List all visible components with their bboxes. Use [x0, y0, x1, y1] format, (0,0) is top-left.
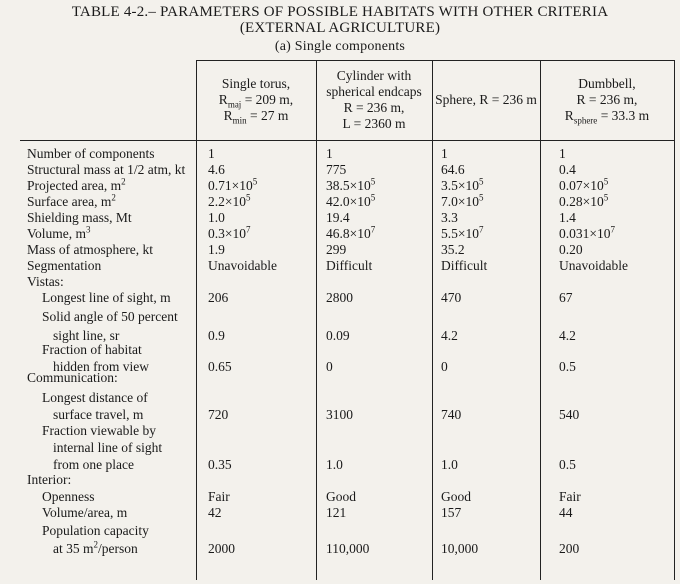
- column-rule: [316, 60, 317, 580]
- table-cell: 2800: [326, 290, 353, 305]
- table-cell: Difficult: [441, 258, 488, 273]
- table-cell: 0.65: [208, 359, 232, 374]
- row-label: Longest line of sight, m: [42, 290, 171, 305]
- row-label: sight line, sr: [53, 328, 120, 343]
- table-cell: 0.5: [559, 359, 576, 374]
- table-cell: 42: [208, 505, 222, 520]
- table-cell: 64.6: [441, 162, 465, 177]
- table-cell: 0.09: [326, 328, 350, 343]
- row-label: Vistas:: [27, 274, 64, 289]
- table-cell: $0.28\times 10^5$: [559, 192, 609, 209]
- row-label: Fraction of habitat: [42, 342, 142, 357]
- table-cell: 1: [441, 146, 448, 161]
- column-rule: [540, 60, 541, 580]
- table-cell: Good: [326, 489, 356, 504]
- column-header-sphere: Sphere, R = 236 m: [435, 92, 537, 107]
- table-cell: 740: [441, 407, 462, 422]
- table-title-line1: TABLE 4-2.– PARAMETERS OF POSSIBLE HABITATS WITH OTHER CRITERIA: [71, 4, 609, 20]
- table-cell: 2000: [208, 541, 235, 556]
- row-label: Fraction viewable by: [42, 423, 156, 438]
- column-header-cylinder: Cylinder with spherical endcaps R = 236 m, L = 2360 m: [326, 68, 422, 131]
- table-cell: $5.5\times 10^7$: [441, 224, 484, 241]
- table-cell: 4.2: [441, 328, 458, 343]
- row-label: Solid angle of 50 percent: [42, 309, 178, 324]
- table-subtitle: (a) Single components: [274, 39, 406, 54]
- row-label: Population capacity: [42, 523, 149, 538]
- table-cell: $42.0\times 10^5$: [326, 192, 376, 209]
- table-top-rule: [196, 60, 674, 61]
- column-rule: [196, 60, 197, 580]
- table-cell: 1: [326, 146, 333, 161]
- table-title-line2: (EXTERNAL AGRICULTURE): [239, 20, 441, 36]
- column-header-dumbbell: Dumbbell, R = 236 m, $R_{sphere} = 33.3$ m: [564, 76, 650, 126]
- table-cell: 0: [326, 359, 333, 374]
- row-label: Surface area, $m^2$: [27, 192, 116, 209]
- row-label: Volume, $m^3$: [27, 224, 91, 241]
- table-cell: Difficult: [326, 258, 373, 273]
- table-cell: 4.6: [208, 162, 225, 177]
- table-cell: 1: [559, 146, 566, 161]
- table-cell: 206: [208, 290, 229, 305]
- table-cell: 0: [441, 359, 448, 374]
- table-cell: $0.031\times 10^7$: [559, 224, 615, 241]
- row-label: Projected area, $m^2$: [27, 176, 126, 193]
- row-label: Number of components: [27, 146, 155, 161]
- row-label: Shielding mass, Mt: [27, 210, 132, 225]
- table-cell: 110,000: [326, 541, 370, 556]
- table-cell: 1.0: [208, 210, 225, 225]
- table-cell: $46.8\times 10^7$: [326, 224, 376, 241]
- row-label: Interior:: [27, 472, 72, 487]
- table-cell: 0.5: [559, 457, 576, 472]
- column-rule: [674, 60, 675, 580]
- table-cell: $38.5\times 10^5$: [326, 176, 376, 193]
- row-label: Communication:: [27, 370, 118, 385]
- table-cell: Unavoidable: [208, 258, 277, 273]
- table-cell: 35.2: [441, 242, 465, 257]
- column-rule: [432, 60, 433, 580]
- table-cell: 0.9: [208, 328, 225, 343]
- table-cell: 19.4: [326, 210, 350, 225]
- table-cell: $0.71\times 10^5$: [208, 176, 258, 193]
- table-cell: 67: [559, 290, 573, 305]
- table-cell: 299: [326, 242, 347, 257]
- table-cell: 1.0: [326, 457, 343, 472]
- table-cell: $0.3\times 10^7$: [208, 224, 251, 241]
- table-cell: Good: [441, 489, 471, 504]
- row-label: Mass of atmosphere, kt: [27, 242, 153, 257]
- row-label: Segmentation: [27, 258, 102, 273]
- row-label: Longest distance of: [42, 390, 148, 405]
- table-cell: 1.0: [441, 457, 458, 472]
- table-cell: 720: [208, 407, 229, 422]
- table-cell: 540: [559, 407, 580, 422]
- table-cell: 4.2: [559, 328, 576, 343]
- table-cell: Unavoidable: [559, 258, 628, 273]
- row-label: internal line of sight: [53, 440, 163, 455]
- table-cell: 3100: [326, 407, 353, 422]
- table-cell: 1.4: [559, 210, 576, 225]
- table-cell: $3.5\times 10^5$: [441, 176, 484, 193]
- table-cell: 0.4: [559, 162, 576, 177]
- table-cell: $2.2\times 10^5$: [208, 192, 251, 209]
- table-cell: 200: [559, 541, 580, 556]
- table-cell: 775: [326, 162, 347, 177]
- row-label: at 35 $m^2$/person: [53, 539, 138, 556]
- column-header-single-torus: Single torus, $R_{maj} = 209$ m, $R_{min} = 27$ m: [218, 76, 294, 126]
- table-cell: 10,000: [441, 541, 479, 556]
- table-cell: $0.07\times 10^5$: [559, 176, 609, 193]
- table-cell: 157: [441, 505, 462, 520]
- row-label: surface travel, m: [53, 407, 144, 422]
- table-cell: 1.9: [208, 242, 225, 257]
- table-cell: Fair: [559, 489, 581, 504]
- table-cell: 1: [208, 146, 215, 161]
- row-label: hidden from view: [53, 359, 149, 374]
- row-label: from one place: [53, 457, 134, 472]
- row-label: Structural mass at 1/2 atm, kt: [27, 162, 186, 177]
- header-bottom-rule: [20, 140, 674, 141]
- table-cell: 3.3: [441, 210, 458, 225]
- table-cell: 0.35: [208, 457, 232, 472]
- table-cell: 470: [441, 290, 462, 305]
- table-cell: $7.0\times 10^5$: [441, 192, 484, 209]
- table-cell: 121: [326, 505, 347, 520]
- table-cell: Fair: [208, 489, 230, 504]
- row-label: Volume/area, m: [42, 505, 128, 520]
- table-cell: 44: [559, 505, 573, 520]
- table-cell: 0.20: [559, 242, 583, 257]
- row-label: Openness: [42, 489, 95, 504]
